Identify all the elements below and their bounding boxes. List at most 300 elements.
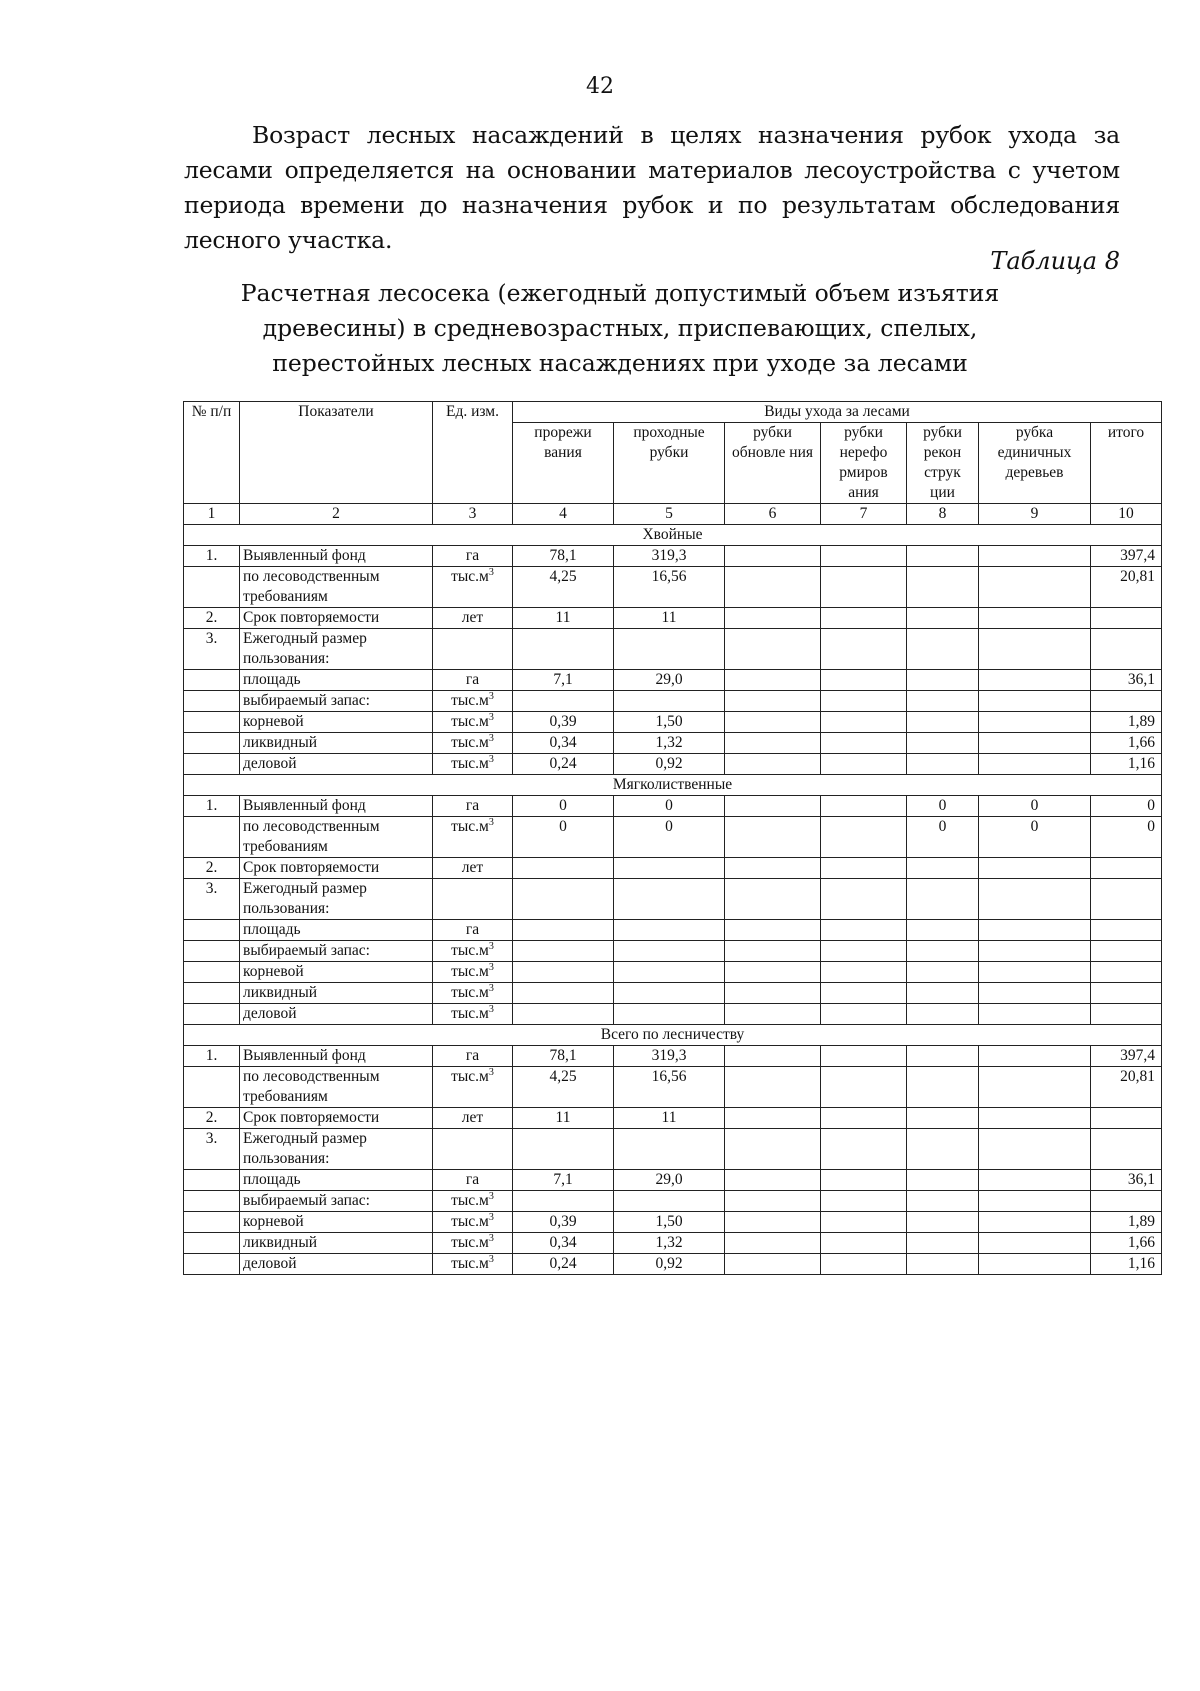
unit-text: га	[465, 1047, 480, 1064]
cell-thinning	[513, 962, 614, 983]
row-number: 1.	[184, 796, 240, 817]
row-number	[184, 962, 240, 983]
cell-renewal	[725, 1004, 821, 1025]
cell-renewal	[725, 941, 821, 962]
cell-passage	[614, 920, 725, 941]
row-number: 1.	[184, 1046, 240, 1067]
cell-renewal	[725, 670, 821, 691]
row-number: 2.	[184, 1108, 240, 1129]
cell-passage	[614, 1191, 725, 1212]
row-unit	[433, 691, 513, 712]
unit-superscript: 3	[488, 732, 494, 744]
cell-reformation	[821, 670, 907, 691]
unit-superscript: 3	[488, 1232, 494, 1244]
header-col-thinning: прорежи вания	[513, 423, 614, 504]
unit-text: тыс.м	[451, 1255, 489, 1272]
row-label: площадь	[240, 1170, 433, 1191]
cell-passage: 29,0	[614, 670, 725, 691]
row-label: по лесоводственным требованиям	[240, 1067, 433, 1108]
column-number: 2	[240, 504, 433, 525]
unit-text: тыс.м	[451, 963, 489, 980]
cell-renewal	[725, 817, 821, 858]
cell-renewal	[725, 712, 821, 733]
cell-reconstruction	[907, 546, 979, 567]
row-unit	[433, 941, 513, 962]
row-label: корневой	[240, 712, 433, 733]
cell-thinning	[513, 879, 614, 920]
section-title: Всего по лесничеству	[184, 1025, 1162, 1046]
unit-text: лет	[461, 1109, 484, 1126]
cell-thinning: 7,1	[513, 670, 614, 691]
row-label: корневой	[240, 1212, 433, 1233]
row-unit	[433, 1004, 513, 1025]
cell-passage	[614, 858, 725, 879]
cell-reformation	[821, 879, 907, 920]
cell-reformation	[821, 1170, 907, 1191]
cell-total	[1091, 879, 1162, 920]
cell-single-trees	[979, 1233, 1091, 1254]
cell-reformation	[821, 1212, 907, 1233]
row-label: ликвидный	[240, 733, 433, 754]
cell-reconstruction	[907, 1233, 979, 1254]
cell-renewal	[725, 733, 821, 754]
table-row	[184, 817, 1162, 858]
row-unit	[433, 1191, 513, 1212]
cell-reformation	[821, 1004, 907, 1025]
row-unit	[433, 858, 513, 879]
unit-text: тыс.м	[451, 984, 489, 1001]
unit-text: тыс.м	[451, 568, 489, 585]
cell-passage: 11	[614, 1108, 725, 1129]
cell-single-trees	[979, 941, 1091, 962]
cell-reformation	[821, 1233, 907, 1254]
cell-total: 0	[1091, 796, 1162, 817]
section-row	[184, 775, 1162, 796]
cell-total	[1091, 858, 1162, 879]
cell-total	[1091, 1129, 1162, 1170]
cell-reconstruction	[907, 1004, 979, 1025]
row-unit	[433, 546, 513, 567]
row-unit	[433, 712, 513, 733]
cell-reconstruction	[907, 608, 979, 629]
unit-text: тыс.м	[451, 755, 489, 772]
table-caption: Таблица 8	[990, 247, 1120, 275]
cell-renewal	[725, 691, 821, 712]
cell-reformation	[821, 920, 907, 941]
cell-renewal	[725, 546, 821, 567]
cell-reformation	[821, 796, 907, 817]
row-number	[184, 920, 240, 941]
cell-renewal	[725, 879, 821, 920]
cell-thinning: 0,34	[513, 1233, 614, 1254]
cell-passage: 16,56	[614, 1067, 725, 1108]
cell-total: 397,4	[1091, 546, 1162, 567]
unit-text: тыс.м	[451, 1234, 489, 1251]
table-row	[184, 1129, 1162, 1170]
unit-superscript: 3	[488, 690, 494, 702]
cell-thinning	[513, 691, 614, 712]
cell-single-trees	[979, 546, 1091, 567]
cell-reformation	[821, 691, 907, 712]
cell-single-trees	[979, 1191, 1091, 1212]
unit-text: тыс.м	[451, 1213, 489, 1230]
cell-renewal	[725, 1108, 821, 1129]
header-col-reformation: рубки нерефо рмиров ания	[821, 423, 907, 504]
cell-total	[1091, 920, 1162, 941]
row-number	[184, 1191, 240, 1212]
cell-passage	[614, 941, 725, 962]
column-number: 7	[821, 504, 907, 525]
cell-reconstruction	[907, 733, 979, 754]
row-label: деловой	[240, 754, 433, 775]
table-body	[184, 525, 1162, 1275]
intro-paragraph: Возраст лесных насаждений в целях назначения рубок ухода за лесами определяется на основании материалов лесоустройства с учетом периода времени до назначения рубок и по результатам обследования лесного участка.	[184, 121, 1120, 254]
cell-renewal	[725, 1046, 821, 1067]
cell-thinning	[513, 941, 614, 962]
unit-text: тыс.м	[451, 1005, 489, 1022]
cell-passage: 1,32	[614, 1233, 725, 1254]
cell-reconstruction	[907, 567, 979, 608]
cell-single-trees	[979, 670, 1091, 691]
row-number	[184, 1233, 240, 1254]
cell-reformation	[821, 1046, 907, 1067]
row-unit	[433, 920, 513, 941]
unit-text: лет	[461, 859, 484, 876]
cell-single-trees	[979, 1108, 1091, 1129]
cell-single-trees	[979, 608, 1091, 629]
cell-thinning	[513, 920, 614, 941]
table-row	[184, 712, 1162, 733]
unit-text: га	[465, 671, 480, 688]
unit-superscript: 3	[488, 753, 494, 765]
column-number: 10	[1091, 504, 1162, 525]
cell-single-trees	[979, 712, 1091, 733]
cell-passage: 11	[614, 608, 725, 629]
row-number: 3.	[184, 1129, 240, 1170]
cell-passage	[614, 962, 725, 983]
cell-reconstruction	[907, 858, 979, 879]
cell-thinning: 0,24	[513, 754, 614, 775]
cell-total	[1091, 1108, 1162, 1129]
row-number: 1.	[184, 546, 240, 567]
cell-single-trees	[979, 1004, 1091, 1025]
cell-reformation	[821, 1254, 907, 1275]
row-unit	[433, 1233, 513, 1254]
table-row	[184, 567, 1162, 608]
row-label: Выявленный фонд	[240, 1046, 433, 1067]
cell-thinning	[513, 629, 614, 670]
row-number	[184, 983, 240, 1004]
row-unit	[433, 983, 513, 1004]
unit-superscript: 3	[488, 1253, 494, 1265]
row-unit	[433, 754, 513, 775]
row-unit	[433, 1212, 513, 1233]
table-row	[184, 941, 1162, 962]
cell-reconstruction	[907, 879, 979, 920]
cell-thinning	[513, 1129, 614, 1170]
cell-total: 1,89	[1091, 1212, 1162, 1233]
unit-superscript: 3	[488, 1211, 494, 1223]
cell-passage: 16,56	[614, 567, 725, 608]
unit-superscript: 3	[488, 1190, 494, 1202]
cell-reformation	[821, 567, 907, 608]
cell-reconstruction	[907, 920, 979, 941]
section-row	[184, 525, 1162, 546]
cell-passage: 319,3	[614, 1046, 725, 1067]
section-title: Хвойные	[184, 525, 1162, 546]
cell-total	[1091, 983, 1162, 1004]
cell-passage: 1,32	[614, 733, 725, 754]
cell-total: 0	[1091, 817, 1162, 858]
cell-total: 36,1	[1091, 1170, 1162, 1191]
cell-total: 20,81	[1091, 567, 1162, 608]
cell-renewal	[725, 920, 821, 941]
table-row	[184, 546, 1162, 567]
row-unit	[433, 608, 513, 629]
row-unit	[433, 629, 513, 670]
cell-renewal	[725, 1233, 821, 1254]
row-label: по лесоводственным требованиям	[240, 567, 433, 608]
cell-total	[1091, 941, 1162, 962]
unit-text: га	[465, 547, 480, 564]
row-label: площадь	[240, 670, 433, 691]
row-unit	[433, 796, 513, 817]
cell-reformation	[821, 1191, 907, 1212]
cell-reconstruction	[907, 1067, 979, 1108]
cell-reformation	[821, 754, 907, 775]
cell-reformation	[821, 941, 907, 962]
cell-total	[1091, 608, 1162, 629]
row-number	[184, 712, 240, 733]
cell-single-trees	[979, 1212, 1091, 1233]
cell-passage	[614, 691, 725, 712]
unit-text: га	[465, 797, 480, 814]
table-title: Расчетная лесосека (ежегодный допустимый объем изъятия древесины) в средневозрастных, приспевающих, спелых, перестойных лесных насаждениях при уходе за лесами	[240, 279, 1000, 377]
cell-reformation	[821, 1108, 907, 1129]
cell-single-trees	[979, 1129, 1091, 1170]
row-unit	[433, 1254, 513, 1275]
table-row	[184, 1191, 1162, 1212]
table-row	[184, 920, 1162, 941]
page-number: 42	[586, 74, 614, 99]
table-row	[184, 608, 1162, 629]
cell-reformation	[821, 858, 907, 879]
table-row	[184, 1004, 1162, 1025]
cell-reconstruction	[907, 691, 979, 712]
cell-reconstruction	[907, 941, 979, 962]
unit-text: га	[465, 921, 480, 938]
row-number	[184, 941, 240, 962]
unit-superscript: 3	[488, 566, 494, 578]
table-row	[184, 858, 1162, 879]
cell-thinning: 78,1	[513, 1046, 614, 1067]
row-label: деловой	[240, 1254, 433, 1275]
cell-passage	[614, 629, 725, 670]
unit-text: тыс.м	[451, 713, 489, 730]
cell-reconstruction	[907, 983, 979, 1004]
cell-thinning: 0	[513, 817, 614, 858]
cell-total: 1,16	[1091, 1254, 1162, 1275]
row-unit	[433, 1046, 513, 1067]
cell-single-trees	[979, 858, 1091, 879]
row-label: по лесоводственным требованиям	[240, 817, 433, 858]
cell-reconstruction	[907, 1191, 979, 1212]
row-number	[184, 1004, 240, 1025]
column-number: 4	[513, 504, 614, 525]
cell-single-trees	[979, 733, 1091, 754]
unit-text: тыс.м	[451, 818, 489, 835]
cell-thinning	[513, 1191, 614, 1212]
cell-reconstruction	[907, 1108, 979, 1129]
row-unit	[433, 1108, 513, 1129]
cell-single-trees	[979, 629, 1091, 670]
cell-renewal	[725, 983, 821, 1004]
cell-reconstruction	[907, 754, 979, 775]
cell-single-trees	[979, 691, 1091, 712]
cell-renewal	[725, 962, 821, 983]
cell-passage: 29,0	[614, 1170, 725, 1191]
cell-renewal	[725, 858, 821, 879]
cell-renewal	[725, 567, 821, 608]
cell-reconstruction: 0	[907, 817, 979, 858]
row-unit	[433, 1129, 513, 1170]
cell-thinning: 0	[513, 796, 614, 817]
cell-thinning: 78,1	[513, 546, 614, 567]
cell-renewal	[725, 629, 821, 670]
cell-total: 1,89	[1091, 712, 1162, 733]
unit-text: тыс.м	[451, 734, 489, 751]
header-col-total: итого	[1091, 423, 1162, 504]
cell-thinning: 4,25	[513, 567, 614, 608]
row-number	[184, 691, 240, 712]
table-row	[184, 1233, 1162, 1254]
row-label: Ежегодный размер пользования:	[240, 1129, 433, 1170]
cell-passage	[614, 879, 725, 920]
cell-total	[1091, 962, 1162, 983]
header-num: № п/п	[184, 402, 240, 504]
cell-reconstruction	[907, 1170, 979, 1191]
cell-reformation	[821, 712, 907, 733]
row-number	[184, 1254, 240, 1275]
cell-reformation	[821, 1067, 907, 1108]
table-row	[184, 754, 1162, 775]
cell-total	[1091, 1191, 1162, 1212]
cell-single-trees	[979, 567, 1091, 608]
table-header	[184, 402, 1162, 525]
row-label: Выявленный фонд	[240, 546, 433, 567]
unit-superscript: 3	[488, 1003, 494, 1015]
row-unit	[433, 733, 513, 754]
row-number	[184, 670, 240, 691]
unit-text: тыс.м	[451, 1192, 489, 1209]
column-number: 8	[907, 504, 979, 525]
cell-total	[1091, 629, 1162, 670]
row-number	[184, 1170, 240, 1191]
row-unit	[433, 962, 513, 983]
cell-reconstruction	[907, 1212, 979, 1233]
header-group: Виды ухода за лесами	[513, 402, 1162, 423]
cell-reformation	[821, 1129, 907, 1170]
unit-text: тыс.м	[451, 692, 489, 709]
row-number	[184, 817, 240, 858]
row-label: Ежегодный размер пользования:	[240, 879, 433, 920]
cell-single-trees	[979, 1067, 1091, 1108]
row-number	[184, 754, 240, 775]
cell-total: 20,81	[1091, 1067, 1162, 1108]
cell-single-trees	[979, 983, 1091, 1004]
felling-table	[183, 401, 1162, 1275]
row-number	[184, 733, 240, 754]
section-row	[184, 1025, 1162, 1046]
table-row	[184, 983, 1162, 1004]
unit-superscript: 3	[488, 711, 494, 723]
cell-reconstruction	[907, 1129, 979, 1170]
table-row	[184, 629, 1162, 670]
cell-renewal	[725, 796, 821, 817]
cell-total: 1,16	[1091, 754, 1162, 775]
unit-superscript: 3	[488, 1066, 494, 1078]
table-row	[184, 691, 1162, 712]
row-label: Выявленный фонд	[240, 796, 433, 817]
table-row	[184, 1067, 1162, 1108]
cell-thinning: 7,1	[513, 1170, 614, 1191]
row-label: корневой	[240, 962, 433, 983]
unit-superscript: 3	[488, 982, 494, 994]
cell-passage: 0,92	[614, 1254, 725, 1275]
cell-single-trees	[979, 1254, 1091, 1275]
cell-total: 1,66	[1091, 733, 1162, 754]
cell-thinning	[513, 1004, 614, 1025]
cell-single-trees	[979, 962, 1091, 983]
header-unit: Ед. изм.	[433, 402, 513, 504]
cell-passage	[614, 1129, 725, 1170]
cell-passage: 0	[614, 817, 725, 858]
cell-reconstruction	[907, 670, 979, 691]
cell-renewal	[725, 1170, 821, 1191]
cell-single-trees: 0	[979, 796, 1091, 817]
cell-thinning: 0,39	[513, 712, 614, 733]
row-number	[184, 1067, 240, 1108]
column-number: 9	[979, 504, 1091, 525]
row-label: Срок повторяемости	[240, 1108, 433, 1129]
row-unit	[433, 1170, 513, 1191]
cell-thinning: 0,39	[513, 1212, 614, 1233]
row-label: выбираемый запас:	[240, 1191, 433, 1212]
table-row	[184, 1108, 1162, 1129]
row-number	[184, 567, 240, 608]
row-unit	[433, 1067, 513, 1108]
header-col-reconstruction: рубки рекон струк ции	[907, 423, 979, 504]
cell-reconstruction	[907, 1046, 979, 1067]
unit-superscript: 3	[488, 940, 494, 952]
cell-reformation	[821, 817, 907, 858]
row-label: выбираемый запас:	[240, 691, 433, 712]
cell-single-trees	[979, 754, 1091, 775]
unit-superscript: 3	[488, 961, 494, 973]
table-row	[184, 1212, 1162, 1233]
unit-superscript: 3	[488, 816, 494, 828]
cell-reformation	[821, 546, 907, 567]
section-title: Мягколиственные	[184, 775, 1162, 796]
cell-total: 397,4	[1091, 1046, 1162, 1067]
row-label: Срок повторяемости	[240, 608, 433, 629]
column-number: 3	[433, 504, 513, 525]
unit-text: лет	[461, 609, 484, 626]
header-col-passage: проходные рубки	[614, 423, 725, 504]
row-number	[184, 1212, 240, 1233]
cell-thinning: 0,24	[513, 1254, 614, 1275]
cell-total: 36,1	[1091, 670, 1162, 691]
